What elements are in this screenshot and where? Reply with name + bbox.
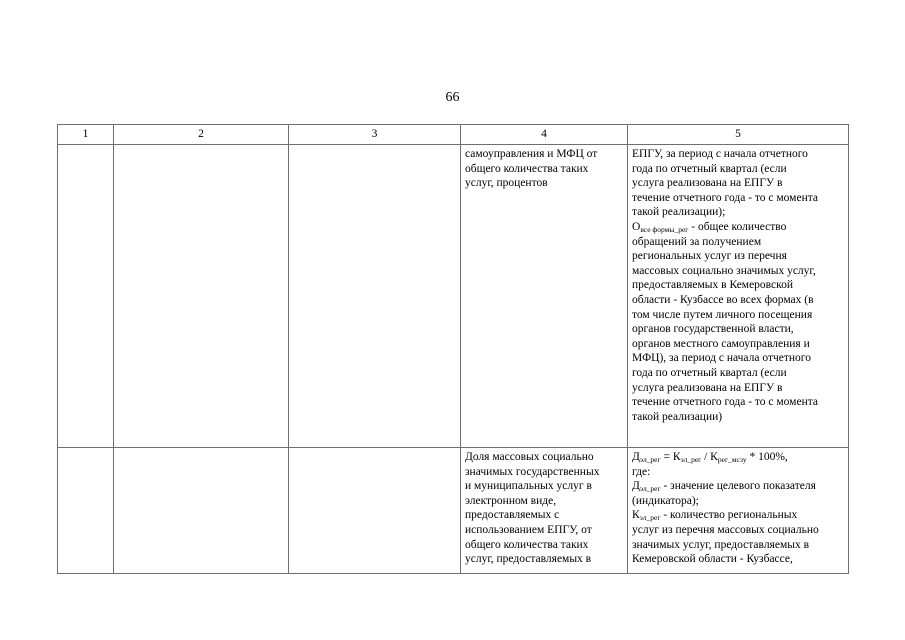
row1-col5-line: органов государственной власти, (632, 323, 794, 336)
document-table (57, 124, 849, 574)
row1-col5-line: услуга реализована на ЕПГУ в (632, 177, 783, 190)
definition-k-subscript: эл_рег (639, 513, 661, 523)
page-number: 66 (445, 90, 460, 105)
row1-col5-line: такой реализации); (632, 206, 726, 219)
definition-d-continuation: (индикатора); (632, 494, 699, 507)
header-cell-4: 4 (461, 125, 628, 145)
row1-col5-line: области - Кузбассе во всех формах (в (632, 293, 814, 306)
row1-col5-line: течение отчетного года - то с момента (632, 396, 818, 409)
row1-col5 (628, 145, 849, 448)
row1-col5-line: МФЦ), за период с начала отчетного (632, 352, 811, 365)
row1-col5-line: течение отчетного года - то с момента (632, 191, 818, 204)
definition-k-continuation: значимых услуг, предоставляемых в (632, 538, 810, 551)
row1-col5-line: предоставляемых в Кемеровской (632, 279, 794, 292)
row1-col5-line: том числе путем личного посещения (632, 308, 813, 321)
row2-col4-line: значимых государственных (465, 465, 600, 478)
definition-k-symbol: К (632, 509, 640, 522)
definition-d-line (632, 479, 844, 494)
row1-col4 (461, 145, 628, 448)
row1-col4-line: услуг, процентов (465, 177, 548, 190)
where-label: где: (632, 465, 651, 478)
definition-k-line (632, 508, 844, 523)
definition-d-subscript: эл_рег (639, 484, 661, 494)
definition-k-text: - количество региональных (660, 509, 798, 522)
table-row (58, 145, 849, 448)
row1-col2 (114, 145, 289, 448)
row2-col4-line: предоставляемых с (465, 509, 560, 522)
row2-col4-line: использованием ЕПГУ, от (465, 523, 592, 536)
definition-k-continuation: Кемеровской области - Кузбассе, (632, 553, 793, 566)
formula-line (632, 450, 844, 465)
table-row (58, 448, 849, 574)
row1-col3 (289, 145, 461, 448)
row1-col5-line: региональных услуг из перечня (632, 250, 787, 263)
row2-col4-line: Доля массовых социально (465, 451, 594, 463)
symbol-o: О (632, 220, 641, 233)
row1-col5-line: обращений за получением (632, 235, 762, 248)
formula-d: Д (632, 451, 640, 463)
row2-col4-line: общего количества таких (465, 538, 589, 551)
header-cell-5: 5 (628, 125, 849, 145)
formula-d-subscript: эл_рег (639, 455, 661, 464)
row2-col4-line: электронном виде, (465, 494, 557, 507)
row1-col5-line: ЕПГУ, за период с начала отчетного (632, 148, 808, 160)
header-cell-1: 1 (58, 125, 114, 145)
symbol-definition-line (632, 220, 844, 235)
row1-col5-line: такой реализации) (632, 410, 723, 423)
table-header-row (58, 125, 849, 145)
definition-d-text: - значение целевого показателя (660, 480, 816, 493)
row1-col5-line: массовых социально значимых услуг, (632, 264, 816, 277)
symbol-o-subscript: все формы_рег (640, 224, 689, 234)
formula-rest: * 100%, (746, 451, 788, 463)
formula-k1-subscript: эл_рег (680, 455, 702, 464)
row2-col2 (114, 448, 289, 574)
definition-d-symbol: Д (632, 480, 640, 493)
row2-col5 (628, 448, 849, 574)
row1-col5-line: года по отчетный квартал (если (632, 162, 787, 175)
row1-col5-line: услуга реализована на ЕПГУ в (632, 381, 783, 394)
formula-div: / К (701, 451, 718, 463)
formula-k2-subscript: рег_мсзу (717, 455, 747, 464)
row2-col4-line: и муниципальных услуг в (465, 480, 592, 493)
row1-col5-line: органов местного самоуправления и (632, 337, 810, 350)
header-cell-3: 3 (289, 125, 461, 145)
header-cell-2: 2 (114, 125, 289, 145)
symbol-o-description: - общее количество (688, 220, 787, 233)
definition-k-continuation: услуг из перечня массовых социально (632, 523, 819, 536)
row2-col3 (289, 448, 461, 574)
row1-col4-line: самоуправления и МФЦ от (465, 148, 598, 160)
row1-col5-line: года по отчетный квартал (если (632, 366, 787, 379)
row1-col1 (58, 145, 114, 448)
formula-eq: = К (660, 451, 681, 463)
row2-col1 (58, 448, 114, 574)
row1-col4-line: общего количества таких (465, 162, 589, 175)
row2-col4-line: услуг, предоставляемых в (465, 553, 592, 566)
row2-col4 (461, 448, 628, 574)
